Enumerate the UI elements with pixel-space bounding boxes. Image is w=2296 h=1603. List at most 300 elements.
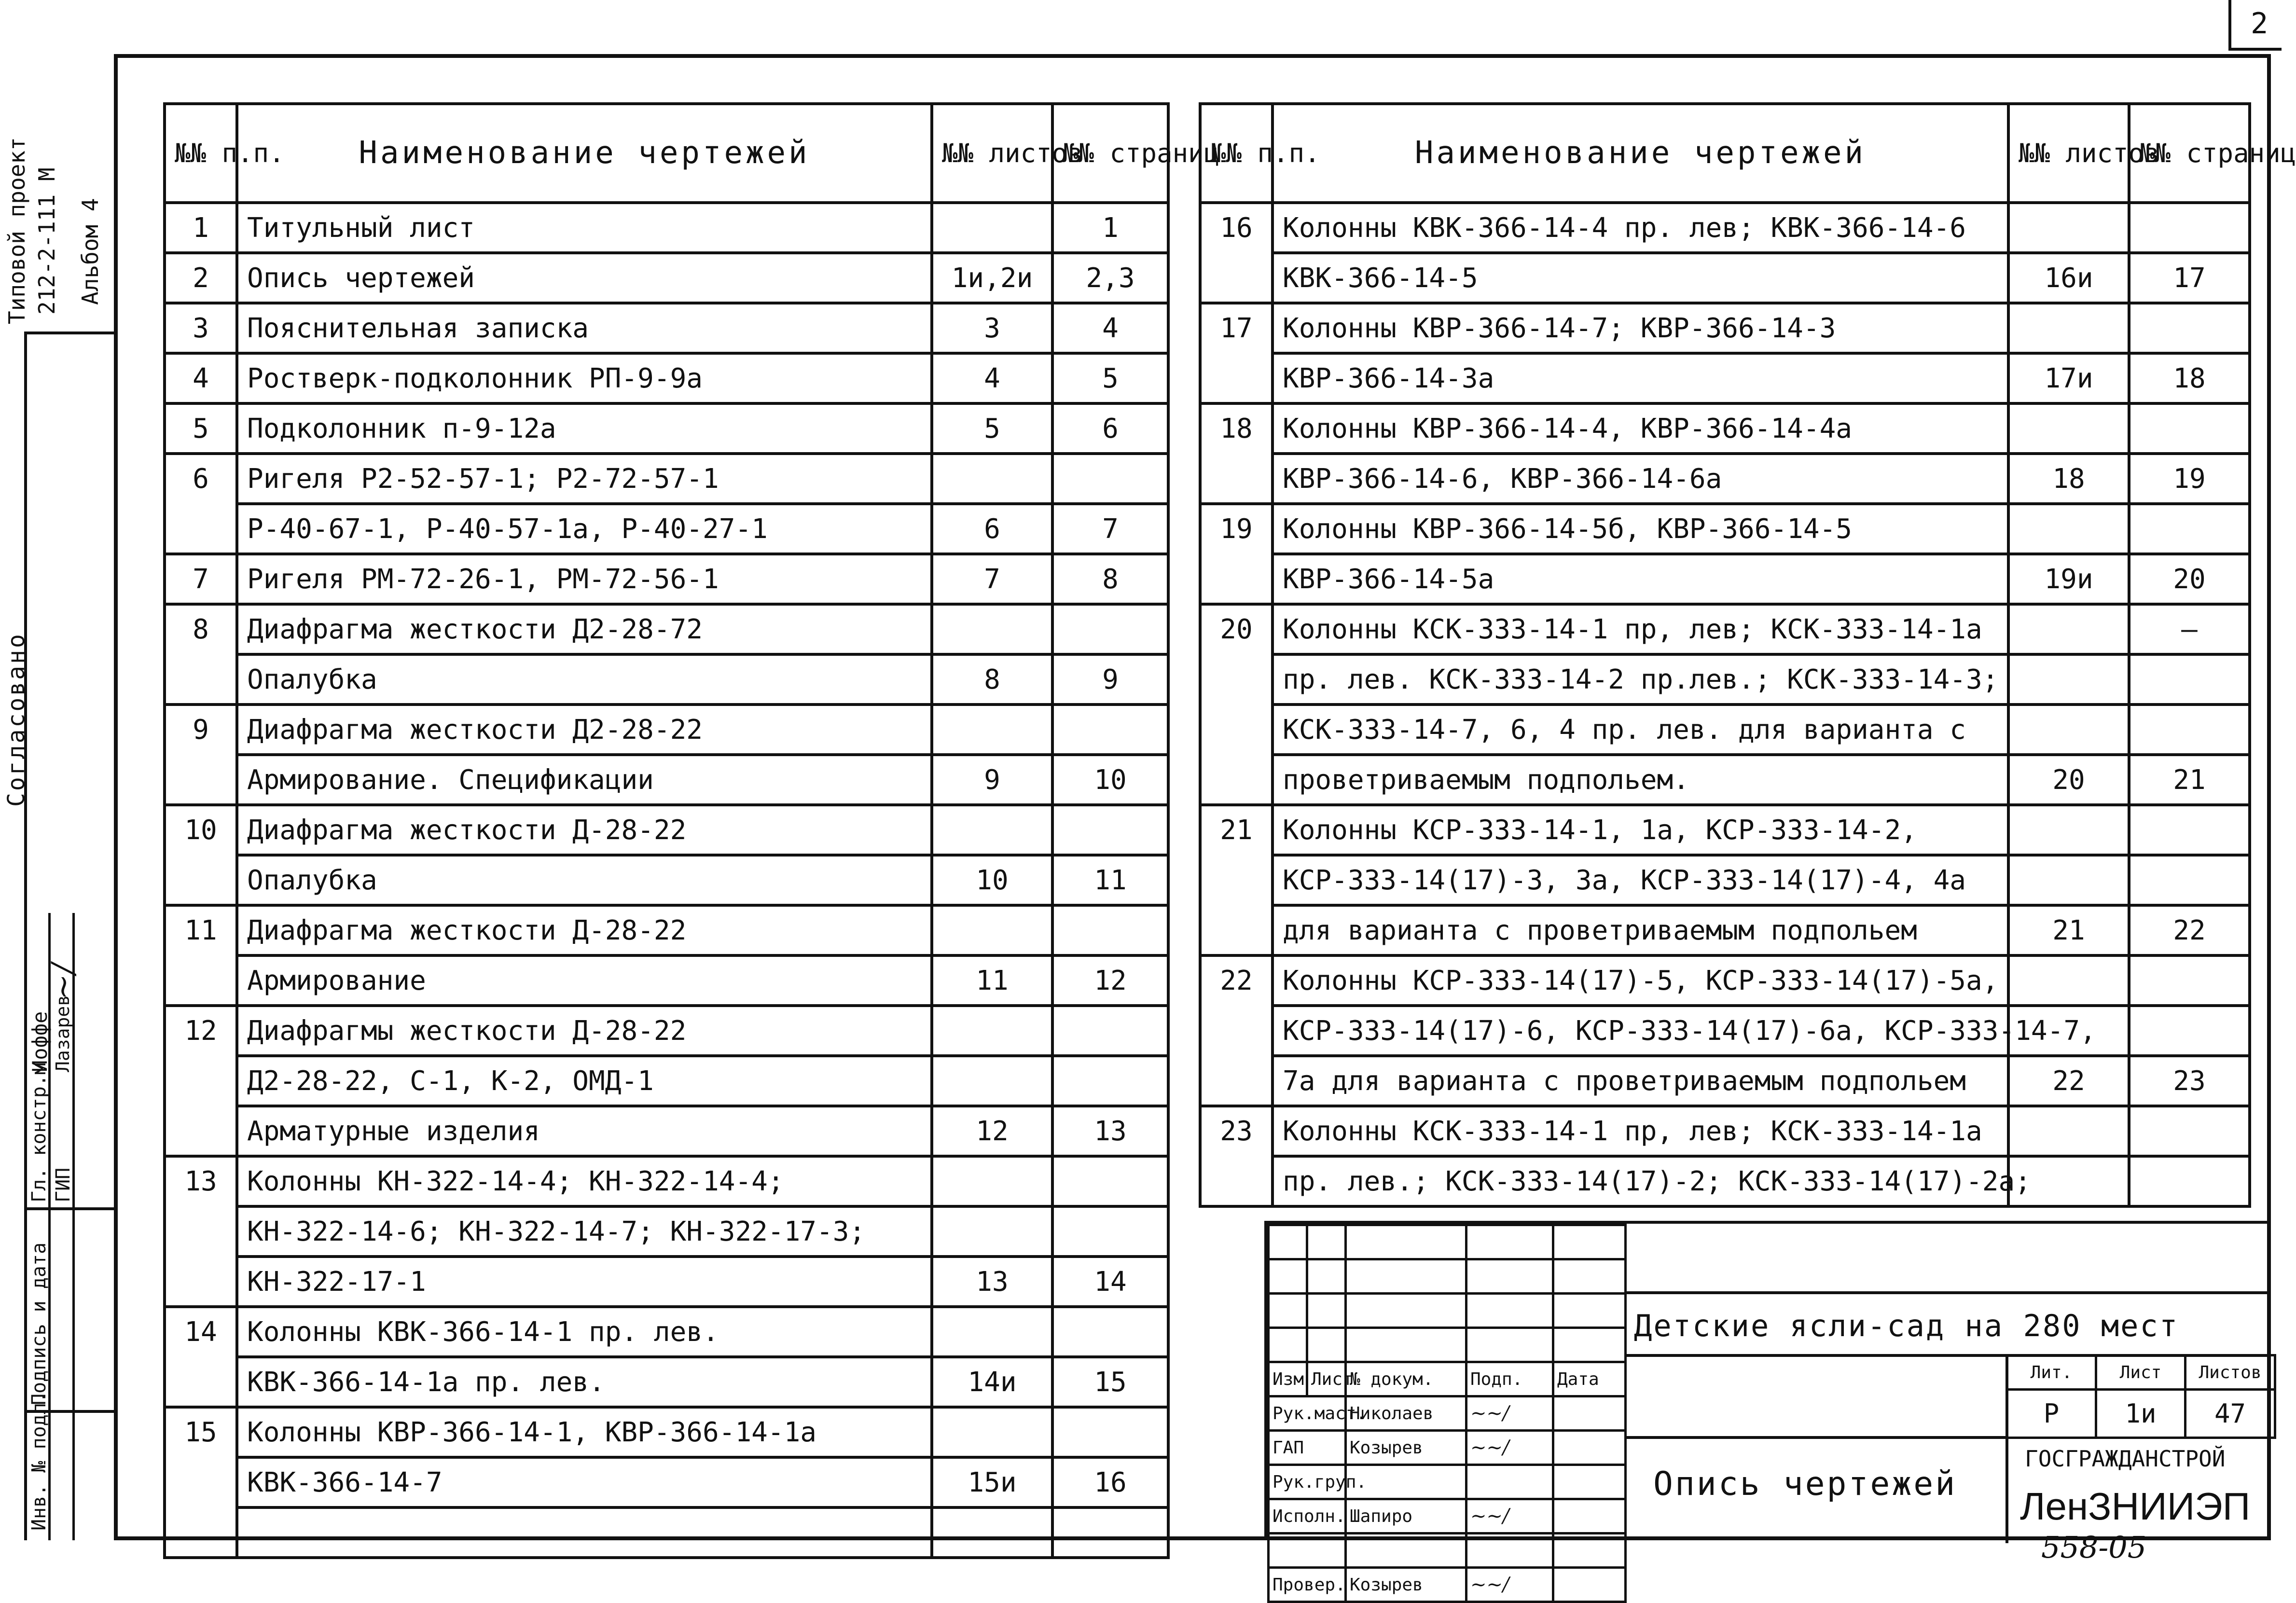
row-number: 5	[165, 403, 237, 454]
project-number: 212-2-111 М	[34, 167, 60, 315]
stamp-blank-row	[1269, 1328, 1626, 1362]
row-sheet: 6	[932, 504, 1052, 554]
left-row	[165, 403, 1168, 454]
right-row	[1200, 855, 2250, 905]
left-row	[165, 1106, 1168, 1156]
stamp-cell	[1466, 1294, 1553, 1328]
row-page: 16	[1052, 1457, 1168, 1507]
sheets-label: Листов	[2185, 1355, 2275, 1390]
row-title: Армирование	[237, 955, 932, 1006]
row-number	[165, 1457, 237, 1507]
row-number: 10	[165, 805, 237, 855]
row-sheet: 22	[2008, 1056, 2129, 1106]
row-page: 12	[1052, 955, 1168, 1006]
row-number	[1200, 855, 1272, 905]
row-sheet: 20	[2008, 755, 2129, 805]
drawings-table-left	[163, 102, 1220, 1559]
right-row	[1200, 1006, 2250, 1056]
staff-role: Рук.маст.	[1269, 1396, 1346, 1431]
stamp-divider-3	[1624, 1436, 2006, 1439]
role-gip: ГИП	[52, 1167, 74, 1202]
row-number: 22	[1200, 955, 1272, 1006]
row-title: КСК-333-14-7, 6, 4 пр. лев. для варианта с	[1272, 705, 2008, 755]
row-sheet	[932, 905, 1052, 955]
row-number: 3	[165, 303, 237, 353]
left-row	[165, 755, 1168, 805]
row-sheet	[932, 604, 1052, 654]
staff-date	[1553, 1499, 1626, 1534]
row-number: 4	[165, 353, 237, 403]
row-title: Колонны КВК-366-14-4 пр. лев; КВК-366-14-6	[1272, 203, 2008, 253]
stamp-cell	[1269, 1225, 1307, 1259]
stamp-cell	[1553, 1294, 1626, 1328]
sheets-value: 47	[2185, 1390, 2275, 1438]
stamp-cell	[1553, 1259, 1626, 1294]
right-row	[1200, 905, 2250, 955]
right-row	[1200, 1056, 2250, 1106]
stamp-head-row	[1269, 1362, 1626, 1396]
staff-date	[1553, 1568, 1626, 1602]
row-title: Колонны КН-322-14-4; КН-322-14-4;	[237, 1156, 932, 1206]
row-title: Ригеля РМ-72-26-1, РМ-72-56-1	[237, 554, 932, 604]
row-title: Титульный лист	[237, 203, 932, 253]
row-number	[1200, 905, 1272, 955]
row-title: Диафрагма жесткости Д-28-22	[237, 805, 932, 855]
row-page	[1052, 705, 1168, 755]
staff-role: ГАП	[1269, 1431, 1346, 1465]
stamp-cell	[1346, 1225, 1466, 1259]
row-number	[165, 1357, 237, 1407]
row-sheet: 10	[932, 855, 1052, 905]
left-row	[165, 654, 1168, 705]
row-sheet	[2008, 303, 2129, 353]
row-title: пр. лев. КСК-333-14-2 пр.лев.; КСК-333-14-3;	[1272, 654, 2008, 705]
row-page	[2129, 403, 2250, 454]
stamp-cell	[1269, 1328, 1307, 1362]
row-number	[165, 1106, 237, 1156]
row-sheet: 14и	[932, 1357, 1052, 1407]
stamp-cell	[1466, 1225, 1553, 1259]
stamp-cell	[1269, 1259, 1307, 1294]
row-title: Диафрагмы жесткости Д-28-22	[237, 1006, 932, 1056]
stamp-cell	[1466, 1259, 1553, 1294]
row-title	[237, 1507, 932, 1558]
row-page	[1052, 454, 1168, 504]
agreed-label: Согласовано	[3, 632, 30, 807]
staff-role	[1269, 1534, 1346, 1568]
row-sheet: 3	[932, 303, 1052, 353]
row-page	[2129, 855, 2250, 905]
row-number: 19	[1200, 504, 1272, 554]
stamp-head: № докум.	[1346, 1362, 1466, 1396]
row-number: 14	[165, 1307, 237, 1357]
row-sheet: 13	[932, 1257, 1052, 1307]
row-sheet: 1и,2и	[932, 253, 1052, 303]
stamp-head: Изм	[1269, 1362, 1307, 1396]
footer-number: 558-05	[2041, 1530, 2147, 1565]
left-row	[165, 1507, 1168, 1558]
row-page: 20	[2129, 554, 2250, 604]
right-row	[1200, 504, 2250, 554]
row-number: 20	[1200, 604, 1272, 654]
staff-date	[1553, 1534, 1626, 1568]
left-row	[165, 504, 1168, 554]
staff-name: Николаев	[1346, 1396, 1466, 1431]
stamp-staff-row	[1269, 1534, 1626, 1568]
row-number: 11	[165, 905, 237, 955]
row-number: 17	[1200, 303, 1272, 353]
staff-signature: ~~/	[1466, 1499, 1553, 1534]
right-row	[1200, 654, 2250, 705]
row-title: КСР-333-14(17)-6, КСР-333-14(17)-6а, КСР-333-14-7,	[1272, 1006, 2008, 1056]
staff-role: Провер.	[1269, 1568, 1346, 1602]
row-number: 16	[1200, 203, 1272, 253]
left-row	[165, 303, 1168, 353]
header-sheets: №№ листов	[932, 104, 1052, 203]
left-row	[165, 604, 1168, 654]
row-page	[2129, 805, 2250, 855]
row-page: 11	[1052, 855, 1168, 905]
doc-title: Опись чертежей	[1653, 1465, 1957, 1503]
row-title: Колонны КСР-333-14-1, 1а, КСР-333-14-2,	[1272, 805, 2008, 855]
right-row	[1200, 554, 2250, 604]
row-title: Колонны КВР-366-14-5б, КВР-366-14-5	[1272, 504, 2008, 554]
stamp-head: Подп.	[1466, 1362, 1553, 1396]
row-sheet	[2008, 955, 2129, 1006]
row-title: КВР-366-14-3а	[1272, 353, 2008, 403]
name-ioffe: Иоффе	[28, 1011, 52, 1072]
stamp-head: Дата	[1553, 1362, 1626, 1396]
row-title: Ростверк-подколонник РП-9-9а	[237, 353, 932, 403]
row-number	[1200, 253, 1272, 303]
row-title: КВР-366-14-5а	[1272, 554, 2008, 604]
row-number: 23	[1200, 1106, 1272, 1156]
row-title: проветриваемым подпольем.	[1272, 755, 2008, 805]
row-page	[1052, 604, 1168, 654]
left-row	[165, 905, 1168, 955]
sheet-info	[2006, 1354, 2276, 1439]
row-page: 21	[2129, 755, 2250, 805]
row-page: 15	[1052, 1357, 1168, 1407]
row-title: Колонны КВР-366-14-1, КВР-366-14-1а	[237, 1407, 932, 1457]
row-sheet	[2008, 805, 2129, 855]
right-row	[1200, 353, 2250, 403]
row-title: 7а для варианта с проветриваемым подпольем	[1272, 1056, 2008, 1106]
row-sheet	[932, 1056, 1052, 1106]
staff-name: Козырев	[1346, 1568, 1466, 1602]
row-sheet	[2008, 604, 2129, 654]
staff-date	[1553, 1396, 1626, 1431]
right-row	[1200, 755, 2250, 805]
row-sheet: 17и	[2008, 353, 2129, 403]
row-page	[2129, 1106, 2250, 1156]
row-sheet	[932, 1307, 1052, 1357]
row-number	[1200, 353, 1272, 403]
row-number: 8	[165, 604, 237, 654]
left-row	[165, 1357, 1168, 1407]
row-number: 7	[165, 554, 237, 604]
row-title: Колонны КВР-366-14-7; КВР-366-14-3	[1272, 303, 2008, 353]
stamp-cell	[1269, 1294, 1307, 1328]
row-sheet: 19и	[2008, 554, 2129, 604]
row-page	[1052, 1507, 1168, 1558]
staff-signature	[1466, 1534, 1553, 1568]
row-sheet: 5	[932, 403, 1052, 454]
row-title: Арматурные изделия	[237, 1106, 932, 1156]
staff-name: Козырев	[1346, 1431, 1466, 1465]
row-title: КВР-366-14-6, КВР-366-14-6а	[1272, 454, 2008, 504]
row-page: 8	[1052, 554, 1168, 604]
row-sheet	[932, 1206, 1052, 1257]
row-sheet	[2008, 203, 2129, 253]
row-number	[165, 1507, 237, 1558]
row-sheet	[2008, 403, 2129, 454]
row-page: 19	[2129, 454, 2250, 504]
row-page: —	[2129, 604, 2250, 654]
row-title: КВК-366-14-5	[1272, 253, 2008, 303]
row-title: Д2-28-22, С-1, К-2, ОМД-1	[237, 1056, 932, 1106]
row-sheet	[932, 203, 1052, 253]
stamp-cell	[1307, 1294, 1346, 1328]
side-divider	[24, 332, 114, 334]
stamp-staff-row	[1269, 1396, 1626, 1431]
staff-signature	[1466, 1465, 1553, 1499]
row-sheet: 7	[932, 554, 1052, 604]
row-title: Диафрагма жесткости Д2-28-72	[237, 604, 932, 654]
right-row	[1200, 203, 2250, 253]
row-title: Армирование. Спецификации	[237, 755, 932, 805]
sign-date-label: Подпись и дата	[28, 1242, 50, 1405]
left-row	[165, 454, 1168, 504]
row-page: 7	[1052, 504, 1168, 554]
row-number	[1200, 755, 1272, 805]
right-row	[1200, 955, 2250, 1006]
row-sheet: 18	[2008, 454, 2129, 504]
row-sheet	[932, 1006, 1052, 1056]
row-page	[2129, 654, 2250, 705]
left-row	[165, 805, 1168, 855]
left-row	[165, 1307, 1168, 1357]
right-row	[1200, 1156, 2250, 1206]
row-number	[1200, 1006, 1272, 1056]
right-row	[1200, 454, 2250, 504]
stamp-cell	[1553, 1328, 1626, 1362]
row-title: Колонны КСР-333-14(17)-5, КСР-333-14(17)-5а,	[1272, 955, 2008, 1006]
row-title: Ригеля Р2-52-57-1; Р2-72-57-1	[237, 454, 932, 504]
row-title: КВК-366-14-7	[237, 1457, 932, 1507]
stamp-cell	[1466, 1328, 1553, 1362]
stamp-blank-row	[1269, 1294, 1626, 1328]
row-title: Колонны КСК-333-14-1 пр, лев; КСК-333-14-1а	[1272, 604, 2008, 654]
row-sheet: 11	[932, 955, 1052, 1006]
header-sheets-r: №№ листов	[2008, 104, 2129, 203]
row-title: Колонны КСК-333-14-1 пр, лев; КСК-333-14-1а	[1272, 1106, 2008, 1156]
stamp-head: Лист	[1307, 1362, 1346, 1396]
row-number	[1200, 454, 1272, 504]
row-number	[1200, 1156, 1272, 1206]
row-number	[1200, 1056, 1272, 1106]
header-num: №№ п.п.	[165, 104, 237, 203]
row-title: КВК-366-14-1а пр. лев.	[237, 1357, 932, 1407]
staff-signature: ~~/	[1466, 1568, 1553, 1602]
staff-signature: ~~/	[1466, 1431, 1553, 1465]
row-number: 15	[165, 1407, 237, 1457]
stamp-cell	[1346, 1294, 1466, 1328]
header-pages: №№ страниц	[1052, 104, 1168, 203]
row-page: 22	[2129, 905, 2250, 955]
left-row	[165, 1407, 1168, 1457]
album-label: Альбом 4	[77, 198, 103, 305]
right-row	[1200, 303, 2250, 353]
stamp-cell	[1307, 1225, 1346, 1259]
row-page: 1	[1052, 203, 1168, 253]
row-sheet: 16и	[2008, 253, 2129, 303]
inv-no-label: Инв. № подл.	[28, 1391, 50, 1531]
lit-value: Р	[2007, 1390, 2096, 1438]
row-sheet	[932, 1507, 1052, 1558]
stamp-staff-row	[1269, 1568, 1626, 1602]
stamp-cell	[1307, 1259, 1346, 1294]
org-top: ГОСГРАЖДАНСТРОЙ	[2025, 1446, 2226, 1472]
left-row	[165, 203, 1168, 253]
right-row	[1200, 604, 2250, 654]
staff-name	[1346, 1534, 1466, 1568]
row-number: 6	[165, 454, 237, 504]
row-page	[1052, 805, 1168, 855]
side-strip	[0, 54, 114, 1540]
staff-date	[1553, 1431, 1626, 1465]
row-title: Опалубка	[237, 654, 932, 705]
row-page	[1052, 1206, 1168, 1257]
drawings-table-right	[1199, 102, 2296, 1208]
staff-name: Шапиро	[1346, 1499, 1466, 1534]
row-number: 21	[1200, 805, 1272, 855]
left-row	[165, 1257, 1168, 1307]
stamp-staff-row	[1269, 1499, 1626, 1534]
page-number: 2	[2251, 7, 2268, 41]
row-title: Р-40-67-1, Р-40-57-1а, Р-40-27-1	[237, 504, 932, 554]
stamp-cell	[1307, 1328, 1346, 1362]
signature-side: ~/	[45, 963, 81, 1000]
sheet-value: 1и	[2096, 1390, 2185, 1438]
row-number: 18	[1200, 403, 1272, 454]
row-sheet: 21	[2008, 905, 2129, 955]
row-number	[1200, 554, 1272, 604]
row-title: КСР-333-14(17)-3, 3а, КСР-333-14(17)-4, 4а	[1272, 855, 2008, 905]
row-sheet	[932, 705, 1052, 755]
row-title: Подколонник п-9-12а	[237, 403, 932, 454]
row-title: КН-322-17-1	[237, 1257, 932, 1307]
stamp-cell	[1553, 1225, 1626, 1259]
row-page	[2129, 705, 2250, 755]
right-row	[1200, 403, 2250, 454]
page-number-box	[2228, 0, 2282, 51]
row-title: КН-322-14-6; КН-322-14-7; КН-322-17-3;	[237, 1206, 932, 1257]
row-number	[165, 1056, 237, 1106]
row-page: 2,3	[1052, 253, 1168, 303]
row-title: Опись чертежей	[237, 253, 932, 303]
row-page: 5	[1052, 353, 1168, 403]
row-page: 17	[2129, 253, 2250, 303]
row-sheet	[932, 805, 1052, 855]
header-name-r: Наименование чертежей	[1272, 104, 2008, 203]
row-number	[165, 1206, 237, 1257]
row-number: 13	[165, 1156, 237, 1206]
staff-date	[1553, 1465, 1626, 1499]
row-page: 23	[2129, 1056, 2250, 1106]
lit-label: Лит.	[2007, 1355, 2096, 1390]
row-page: 6	[1052, 403, 1168, 454]
row-page	[2129, 1156, 2250, 1206]
row-number	[165, 654, 237, 705]
row-sheet: 15и	[932, 1457, 1052, 1507]
row-page	[2129, 955, 2250, 1006]
row-number: 1	[165, 203, 237, 253]
row-sheet	[2008, 1106, 2129, 1156]
row-sheet	[2008, 504, 2129, 554]
left-row	[165, 1156, 1168, 1206]
row-title: Пояснительная записка	[237, 303, 932, 353]
staff-role: Исполн.	[1269, 1499, 1346, 1534]
right-row	[1200, 1106, 2250, 1156]
row-page: 10	[1052, 755, 1168, 805]
stamp-staff-row	[1269, 1465, 1626, 1499]
row-page	[1052, 1056, 1168, 1106]
row-number	[165, 1257, 237, 1307]
row-sheet	[2008, 705, 2129, 755]
row-page: 14	[1052, 1257, 1168, 1307]
row-page	[1052, 1307, 1168, 1357]
row-page	[1052, 905, 1168, 955]
staff-signature: ~~/	[1466, 1396, 1553, 1431]
stamp-grid	[1267, 1224, 1627, 1603]
left-row	[165, 1006, 1168, 1056]
left-row	[165, 705, 1168, 755]
row-sheet	[2008, 855, 2129, 905]
row-page	[2129, 203, 2250, 253]
row-number	[165, 504, 237, 554]
header-num-r: №№ п.п.	[1200, 104, 1272, 203]
row-page	[2129, 504, 2250, 554]
row-number	[1200, 654, 1272, 705]
left-row	[165, 253, 1168, 303]
left-row	[165, 353, 1168, 403]
row-sheet: 9	[932, 755, 1052, 805]
row-sheet: 8	[932, 654, 1052, 705]
org-name: ЛенЗНИИЭП	[2020, 1485, 2251, 1528]
header-pages-r: №№ страниц	[2129, 104, 2250, 203]
row-sheet	[2008, 654, 2129, 705]
stamp-divider-1	[1624, 1291, 2271, 1294]
row-page: 18	[2129, 353, 2250, 403]
row-title: Колонны КВР-366-14-4, КВР-366-14-4а	[1272, 403, 2008, 454]
row-title: Диафрагма жесткости Д2-28-22	[237, 705, 932, 755]
right-row	[1200, 805, 2250, 855]
row-page	[2129, 303, 2250, 353]
name-lazarev: Лазарев	[52, 995, 73, 1072]
row-page	[1052, 1006, 1168, 1056]
row-sheet	[932, 1156, 1052, 1206]
side-vline	[24, 332, 27, 1540]
right-row	[1200, 253, 2250, 303]
stamp-cell	[1346, 1259, 1466, 1294]
row-title: пр. лев.; КСК-333-14(17)-2; КСК-333-14(17)-2а;	[1272, 1156, 2008, 1206]
row-sheet: 12	[932, 1106, 1052, 1156]
side-divider-2	[24, 1207, 114, 1210]
header-name: Наименование чертежей	[237, 104, 932, 203]
stamp-staff-row	[1269, 1431, 1626, 1465]
row-sheet	[932, 1407, 1052, 1457]
